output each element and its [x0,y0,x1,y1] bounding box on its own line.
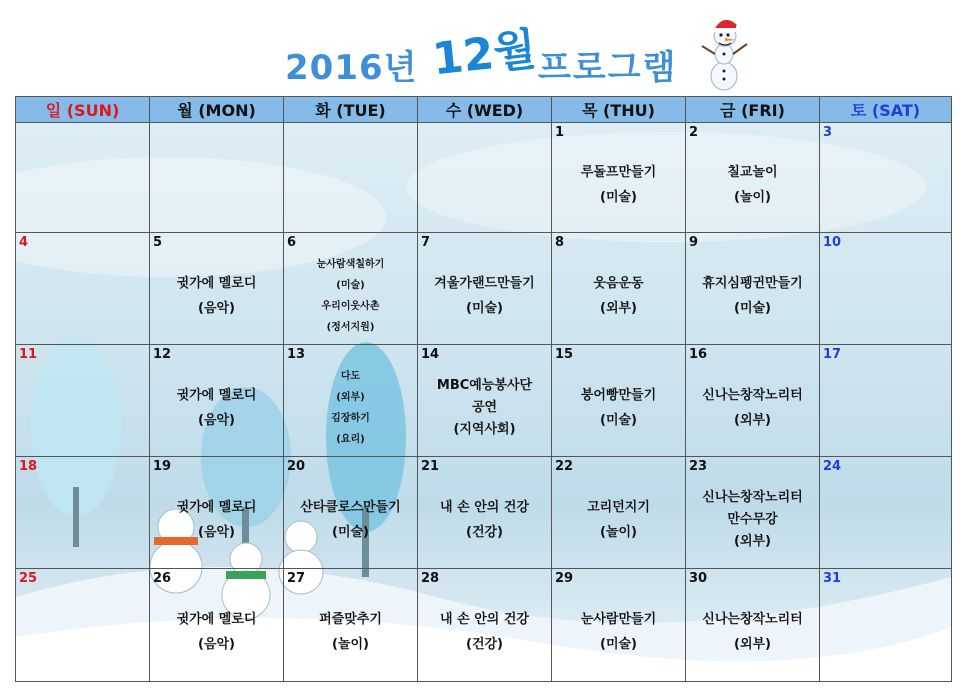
event-text: (놀이) [600,524,637,540]
event-text: 퍼즐맞추기 [319,612,382,627]
day-number: 20 [287,459,306,474]
day-number: 26 [153,571,172,586]
event-text: 신나는창작노리터 [702,489,803,505]
event-text: 귓가에 멜로디 [176,387,257,403]
event-text: 신나는창작노리터 [702,387,803,403]
title-program: 프로그램 [538,48,678,88]
snowman-icon [694,14,754,94]
event-text: (미술) [332,524,369,540]
day-number: 23 [689,459,708,474]
day-cell [686,233,820,345]
event-text: 산타클로스만들기 [300,499,401,515]
day-cell [150,457,284,569]
event-text: (외부) [734,637,771,652]
day-cell [284,569,418,681]
event-block [150,251,283,340]
event-text: (건강) [466,524,503,540]
day-number: 4 [19,235,29,250]
day-number: 6 [287,235,297,250]
day-cell [552,569,686,681]
event-text: (지역사회) [453,421,516,437]
event-block [686,475,819,564]
day-cell [686,345,820,457]
event-text: (미술) [734,300,771,316]
event-text: 우리이웃사촌 [321,300,380,312]
day-cell [150,233,284,345]
event-block [418,363,551,452]
day-number: 25 [19,571,38,586]
day-cell [16,569,150,681]
day-number: 18 [19,459,38,474]
event-text: (정서지원) [326,321,375,333]
day-cell [820,457,951,569]
header-wed: 수 (WED) [418,97,552,123]
event-text: 공연 [471,399,498,415]
day-number: 13 [287,347,306,362]
day-number: 10 [823,235,842,250]
event-text: 만수무강 [727,511,778,527]
event-text: (미술) [600,412,637,428]
event-block [418,587,551,677]
day-number: 17 [823,347,842,362]
header-thu: 목 (THU) [552,97,686,123]
day-number: 22 [555,459,574,474]
day-cell [418,345,552,457]
event-text: 휴지심펭귄만들기 [702,275,803,291]
event-text: 김장하기 [331,412,370,424]
day-number: 14 [421,347,440,362]
day-number: 24 [823,459,842,474]
day-number: 27 [287,571,306,586]
day-cell [16,457,150,569]
day-number: 15 [555,347,574,362]
event-text: (미술) [336,279,365,291]
day-cell [552,457,686,569]
event-block [284,251,417,340]
day-cell [820,233,951,345]
event-text: (외부) [734,412,771,428]
day-cell [552,123,686,233]
event-text: MBC예능봉사단 [436,377,533,393]
event-text: (음악) [198,300,235,316]
event-block [552,587,685,677]
day-number: 12 [153,347,172,362]
event-block [552,251,685,340]
day-cell [418,233,552,345]
event-text: 귓가에 멜로디 [176,499,257,515]
event-text: 눈사람색칠하기 [316,258,385,270]
day-cell [284,233,418,345]
title-month: 12월 [430,23,539,86]
event-block [284,587,417,677]
event-text: (외부) [734,533,771,549]
event-text: 웃음운동 [593,275,644,291]
page-title [0,0,965,96]
event-text: (건강) [466,637,503,652]
day-number: 2 [689,125,699,140]
day-number: 8 [555,235,565,250]
event-block [418,475,551,564]
event-text: 고리던지기 [587,499,650,515]
day-cell [150,123,284,233]
title-year: 2016년 [285,48,418,88]
event-text: 내 손 안의 건강 [440,499,529,515]
day-cell [820,345,951,457]
day-cell [16,345,150,457]
day-cell [686,457,820,569]
day-cell [16,123,150,233]
day-number: 31 [823,571,842,586]
header-mon: 월 (MON) [150,97,284,123]
day-number: 5 [153,235,163,250]
day-number: 30 [689,571,708,586]
event-text: (요리) [336,433,365,445]
event-text: 귓가에 멜로디 [176,275,257,291]
event-text: (미술) [600,637,637,652]
day-cell [686,569,820,681]
header-tue: 화 (TUE) [284,97,418,123]
event-text: (외부) [600,300,637,316]
day-number: 3 [823,125,833,140]
event-text: (음악) [198,637,235,652]
event-block [418,251,551,340]
day-cell [418,457,552,569]
event-block [552,363,685,452]
event-block [686,141,819,228]
event-block [150,587,283,677]
event-block [150,475,283,564]
day-cell [284,457,418,569]
day-cell [418,569,552,681]
event-block [686,251,819,340]
event-text: 귓가에 멜로디 [176,612,257,627]
event-block [552,475,685,564]
day-cell [552,345,686,457]
day-number: 29 [555,571,574,586]
header-fri: 금 (FRI) [686,97,820,123]
day-number: 21 [421,459,440,474]
event-text: 신나는창작노리터 [702,612,803,627]
day-number: 9 [689,235,699,250]
event-text: (음악) [198,412,235,428]
event-text: 칠교놀이 [727,164,778,180]
day-cell [418,123,552,233]
day-cell [16,233,150,345]
day-number: 19 [153,459,172,474]
day-cell [284,345,418,457]
event-text: 내 손 안의 건강 [440,612,529,627]
event-text: (놀이) [332,637,369,652]
header-sat: 토 (SAT) [820,97,951,123]
event-block [284,363,417,452]
event-text: 다도 [340,370,361,382]
event-block [150,363,283,452]
day-cell [150,569,284,681]
day-cell [820,123,951,233]
event-text: 루돌프만들기 [580,164,657,180]
day-number: 1 [555,125,565,140]
day-number: 11 [19,347,38,362]
event-text: (미술) [466,300,503,316]
event-text: (음악) [198,524,235,540]
day-cell [552,233,686,345]
event-block [552,141,685,228]
day-number: 28 [421,571,440,586]
event-block [284,475,417,564]
event-text: 눈사람만들기 [580,612,657,627]
header-sun: 일 (SUN) [16,97,150,123]
event-text: (미술) [600,189,637,205]
event-text: (놀이) [734,189,771,205]
day-number: 16 [689,347,708,362]
day-cell [150,345,284,457]
day-number: 7 [421,235,431,250]
event-block [686,587,819,677]
day-cell [284,123,418,233]
calendar-grid [15,96,952,682]
event-text: (외부) [336,391,365,403]
event-block [686,363,819,452]
event-text: 붕어빵만들기 [580,387,657,403]
event-text: 겨울가랜드만들기 [434,275,535,291]
day-cell [686,123,820,233]
day-cell [820,569,951,681]
